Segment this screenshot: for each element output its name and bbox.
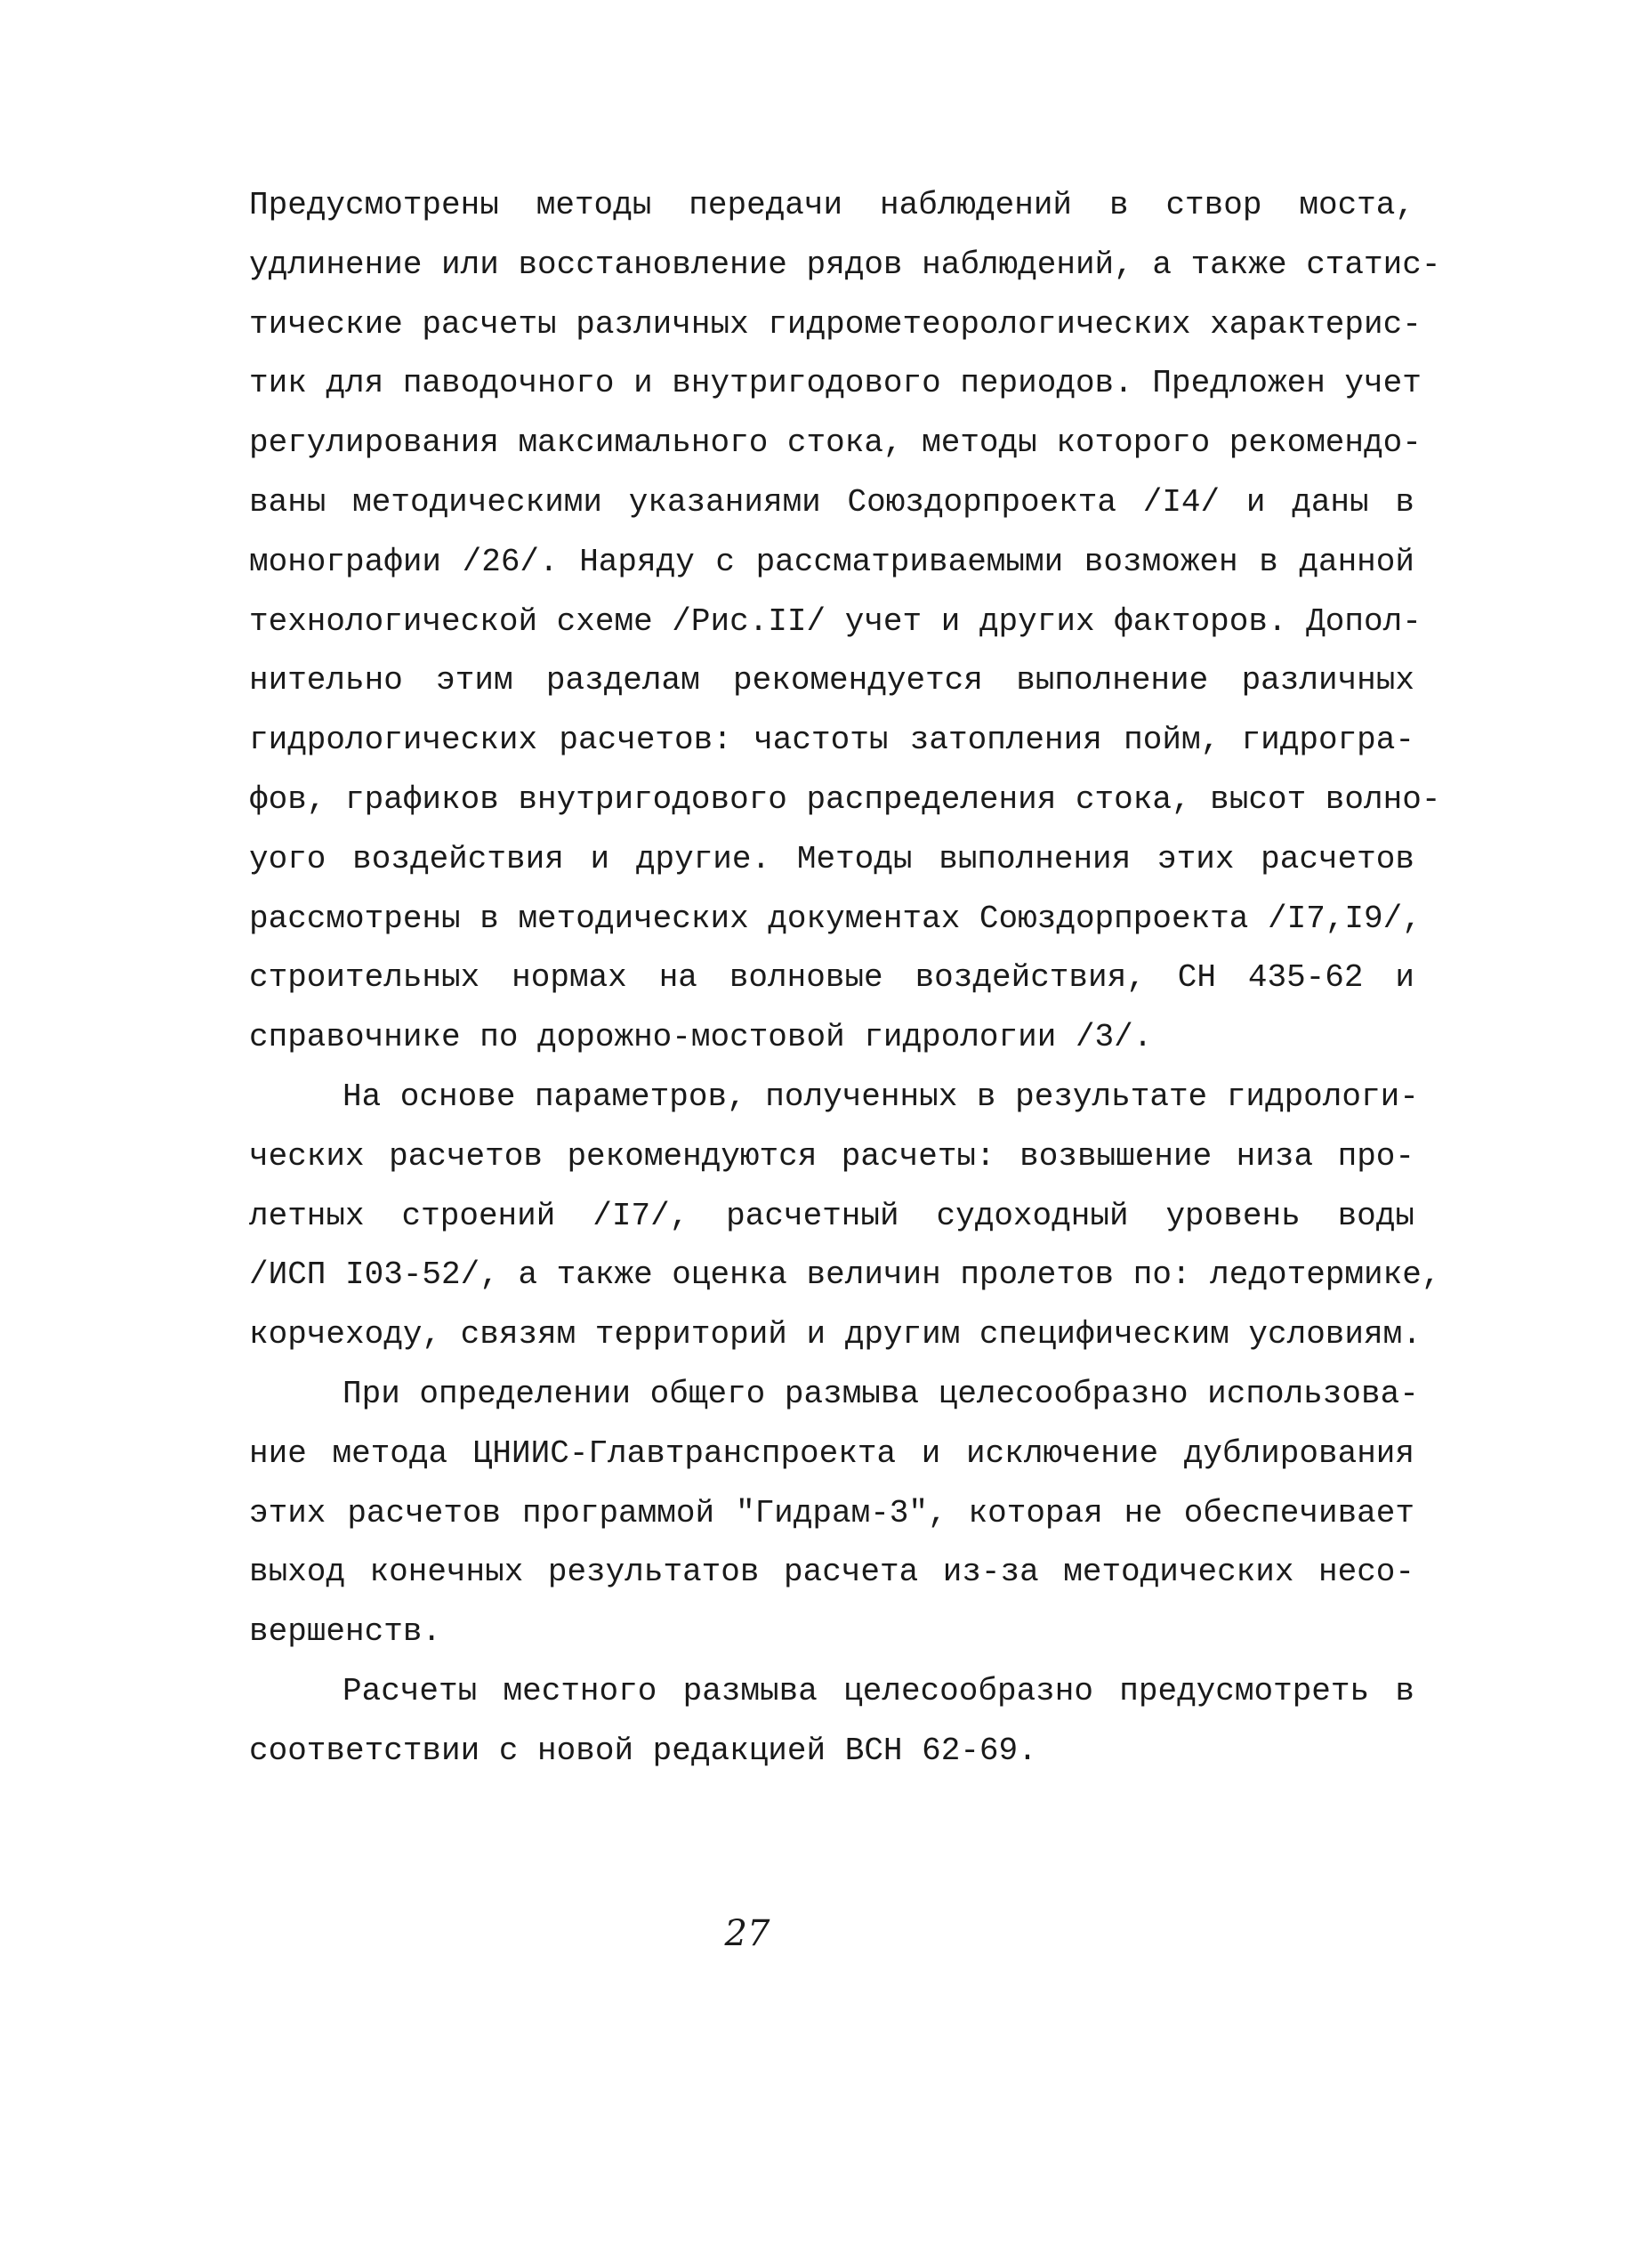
text-line: строительных нормах на волновые воздействия, СН 435-62 и [249, 959, 1414, 997]
text-line: Предусмотрены методы передачи наблюдений в створ моста, [249, 187, 1414, 223]
text-line: ческих расчетов рекомендуются расчеты: возвышение низа про- [249, 1137, 1414, 1175]
text-line: соответствии с новой редакцией ВСН 62-69. [249, 1732, 1037, 1769]
text-line: вершенств. [249, 1613, 442, 1651]
text-line: уого воздействия и другие. Методы выполнения этих расчетов [249, 840, 1414, 877]
text-line: летных строений /I7/, расчетный судоходный уровень воды [249, 1197, 1414, 1234]
text-line: ние метода ЦНИИС-Главтранспроекта и исключение дублирования [249, 1434, 1414, 1472]
text-line: На основе параметров, полученных в результате гидрологи- [342, 1078, 1419, 1115]
page-number: 27 [724, 1913, 770, 1954]
text-line: рассмотрены в методических документах Союздорпроекта /I7,I9/, [249, 900, 1422, 937]
text-line: ваны методическими указаниями Союздорпроекта /I4/ и даны в [249, 483, 1414, 521]
text-line: этих расчетов программой "Гидрам-3", которая не обеспечивает [249, 1494, 1414, 1531]
text-line: Расчеты местного размыва целесообразно предусмотреть в [342, 1672, 1414, 1709]
text-line: тические расчеты различных гидрометеорологических характерис- [249, 305, 1422, 343]
text-line: монографии /26/. Наряду с рассматриваемыми возможен в данной [249, 543, 1414, 580]
text-line: справочнике по дорожно-мостовой гидрологии /3/. [249, 1019, 1153, 1056]
paragraph [249, 1365, 1419, 1662]
text-line: технологической схеме /Рис.II/ учет и других факторов. Допол- [249, 602, 1422, 640]
paragraph [249, 1068, 1441, 1365]
text-line: /ИСП I03-52/, а также оценка величин пролетов по: ледотермике, [249, 1256, 1441, 1294]
body-text [249, 176, 1441, 1781]
text-line: нительно этим разделам рекомендуется выполнение различных [249, 662, 1414, 699]
text-line: корчеходу, связям территорий и другим специфическим условиям. [249, 1316, 1422, 1353]
paragraph [249, 176, 1441, 1068]
text-line: выход конечных результатов расчета из-за методических несо- [249, 1554, 1414, 1591]
text-line: удлинение или восстановление рядов наблюдений, а также статис- [249, 246, 1441, 283]
text-line: тик для паводочного и внутригодового периодов. Предложен учет [249, 365, 1422, 402]
text-line: фов, графиков внутригодового распределения стока, высот волно- [249, 780, 1441, 818]
text-line: регулирования максимального стока, методы которого рекомендо- [249, 424, 1422, 462]
text-line: При определении общего размыва целесообразно использова- [342, 1375, 1419, 1412]
text-line: гидрологических расчетов: частоты затопления пойм, гидрогра- [249, 722, 1414, 759]
paragraph [249, 1662, 1414, 1781]
